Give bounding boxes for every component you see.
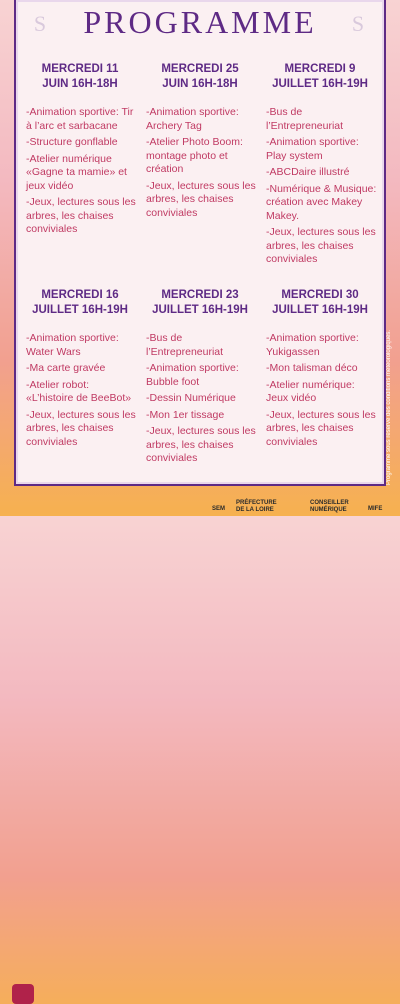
day-time: JUILLET 16H-19H (272, 304, 368, 316)
activity-item: -Mon 1er tissage (146, 408, 225, 421)
sem-logo: SEM (212, 506, 226, 512)
weather-disclaimer: Programme sous réserve des conditions météorologiques. (386, 329, 392, 485)
day-column (142, 288, 262, 469)
day-name: MERCREDI 25 (161, 63, 239, 75)
day-time: JUIN 16H-18H (162, 78, 238, 90)
day-name: MERCREDI 30 (281, 289, 359, 301)
activity-item: -Jeux, lectures sous les arbres, les chaises conviviales (146, 179, 256, 219)
activity-item: -Jeux, lectures sous les arbres, les chaises conviviales (266, 226, 376, 265)
activity-item: -Atelier robot: «L’histoire de BeeBot» (26, 378, 132, 404)
day-heading (142, 288, 258, 318)
activity-item: -Jeux, lectures sous les arbres, les chaises conviviales (266, 408, 376, 448)
activity-item: -Mon talisman déco (266, 362, 358, 374)
activity-list (262, 332, 378, 449)
activity-list (22, 332, 138, 449)
day-column (262, 62, 382, 270)
activity-item: -Animation sportive: Play system (266, 136, 359, 162)
mife-logo: MIFE (368, 506, 383, 512)
day-column (22, 62, 142, 270)
activity-item: -Animation sportive: Tir à l’arc et sarbacane (26, 106, 134, 132)
day-name: MERCREDI 9 (284, 63, 356, 75)
activity-item: -Jeux, lectures sous les arbres, les chaises conviviales (26, 408, 136, 448)
activity-item: -Jeux, lectures sous les arbres, les chaises conviviales (26, 196, 136, 235)
day-name: MERCREDI 16 (41, 289, 119, 301)
activity-item: -Atelier numérique: Jeux vidéo (266, 378, 355, 404)
day-column (142, 62, 262, 270)
activity-list (142, 332, 258, 466)
activity-item: -Atelier Photo Boom: montage photo et création (146, 136, 243, 175)
activity-item: -Bus de l’Entrepreneuriat (146, 332, 224, 358)
prefecture-logo: PRÉFECTURE DE LA LOIRE (236, 500, 277, 513)
day-heading (262, 62, 378, 92)
decorative-s-icon-right: S (351, 11, 365, 36)
day-heading (262, 288, 378, 318)
activity-item: -Dessin Numérique (146, 392, 236, 404)
activity-item: -Atelier numérique «Gagne ta mamie» et jeux vidéo (26, 152, 127, 192)
footer-logos (0, 488, 400, 516)
day-time: JUIN 16H-18H (42, 78, 118, 90)
day-name: MERCREDI 11 (41, 63, 119, 75)
activity-item: -Structure gonflable (26, 136, 118, 148)
decorative-s-icon-left: S (33, 11, 47, 36)
activity-item: -Numérique & Musique: création avec Makey Makey. (266, 182, 377, 222)
schedule-row-2 (22, 288, 378, 469)
day-heading (22, 288, 138, 318)
day-heading (22, 62, 138, 92)
activity-list (142, 106, 258, 220)
day-column (22, 288, 142, 469)
activity-list (262, 106, 378, 267)
activity-item: -Ma carte gravée (26, 362, 106, 374)
activity-item: -Animation sportive: Archery Tag (146, 106, 239, 132)
day-heading (142, 62, 258, 92)
activity-item: -Animation sportive: Water Wars (26, 332, 119, 358)
activity-item: -ABCDaire illustré (266, 166, 350, 178)
schedule-row-1 (22, 62, 378, 270)
day-time: JUILLET 16H-19H (152, 304, 248, 316)
activity-item: -Animation sportive: Yukigassen (266, 332, 359, 358)
activity-item: -Bus de l’Entrepreneuriat (266, 106, 344, 132)
day-time: JUILLET 16H-19H (32, 304, 128, 316)
day-name: MERCREDI 23 (161, 289, 239, 301)
partner-logo-icon (12, 984, 34, 1004)
conseiller-numerique-logo: CONSEILLER NUMÉRIQUE (310, 500, 349, 513)
page-title: PROGRAMME (83, 4, 317, 40)
day-column (262, 288, 382, 469)
day-time: JUILLET 16H-19H (272, 78, 368, 90)
activity-list (22, 106, 138, 237)
activity-item: -Jeux, lectures sous les arbres, les chaises conviviales (146, 425, 256, 464)
activity-item: -Animation sportive: Bubble foot (146, 362, 239, 388)
